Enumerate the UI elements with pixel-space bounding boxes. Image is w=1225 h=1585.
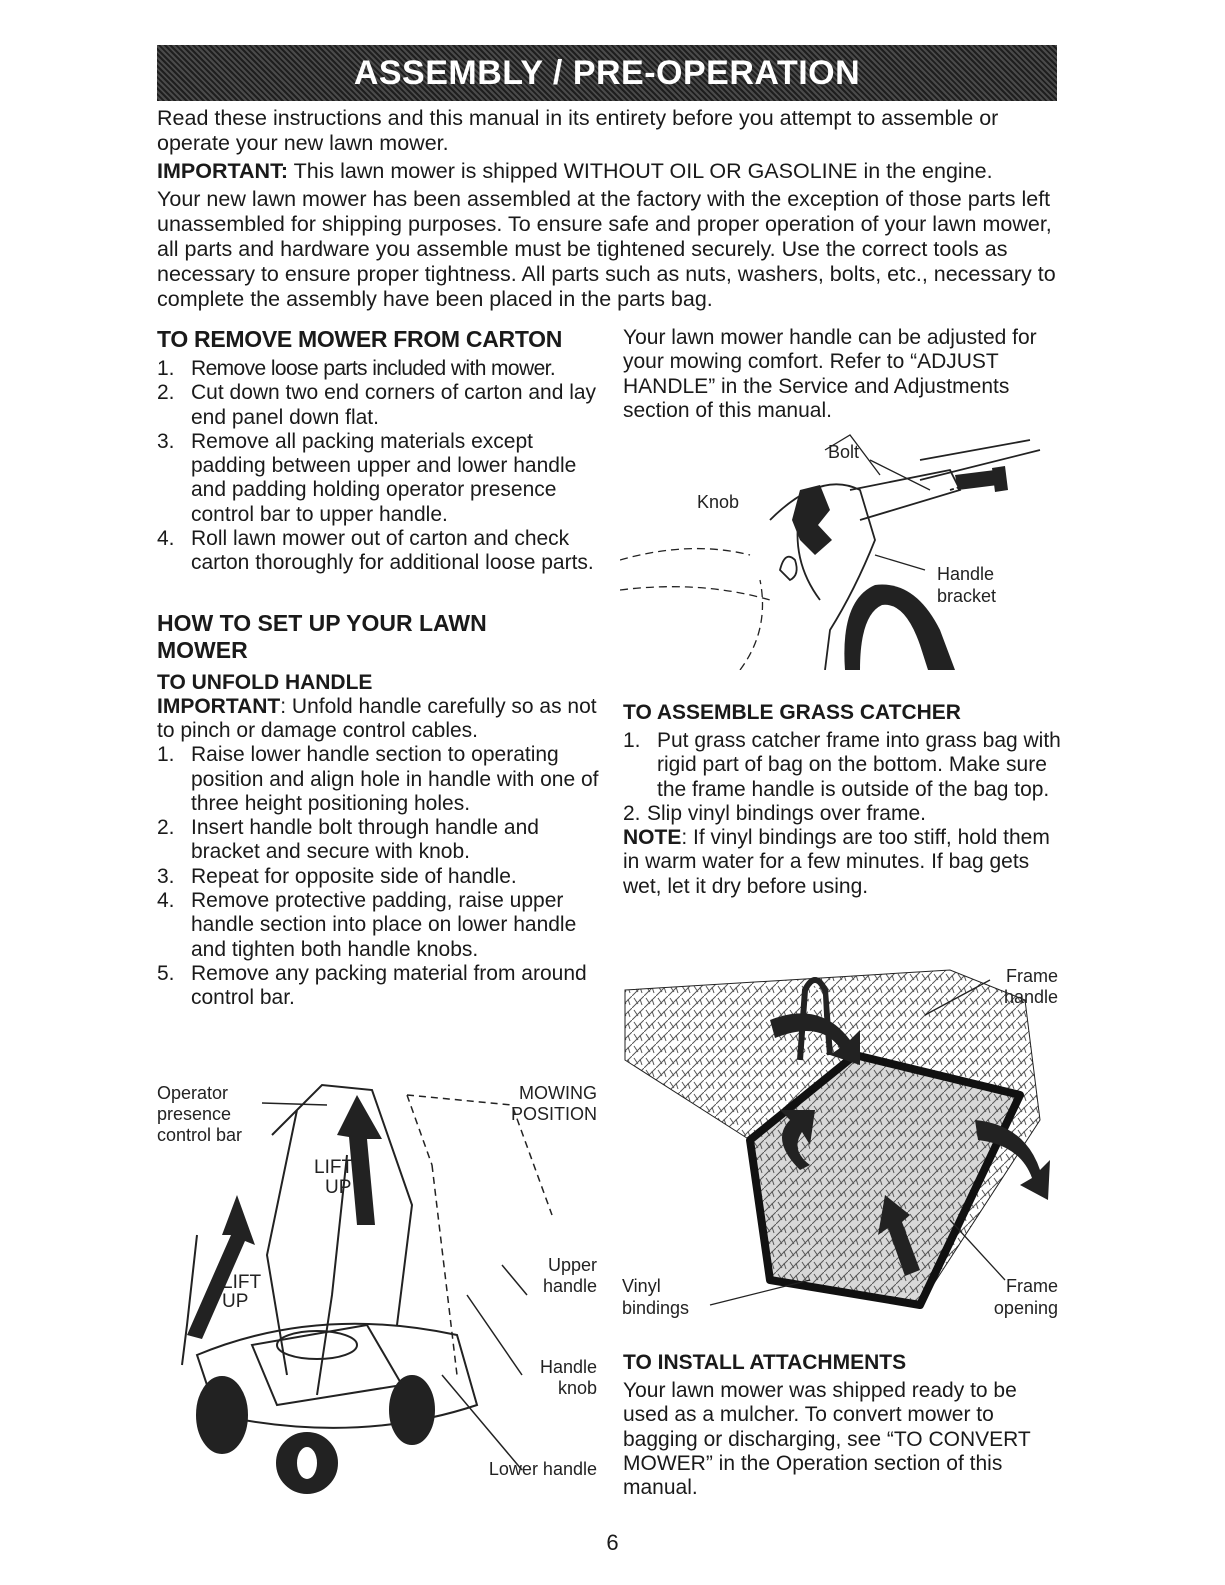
list-item: 1. Remove loose parts included with mower.: [157, 357, 556, 380]
grass-catcher-section: [623, 700, 1063, 899]
frame-handle-label-2: handle: [1003, 987, 1058, 1007]
grass-catcher-note: NOTE: If vinyl bindings are too stiff, hold them in warm water for a few minutes. If bag gets wet, let it dry before using.: [623, 826, 1050, 898]
intro-paragraph-read: Read these instructions and this manual in its entirety before you attempt to assemble or operate your new lawn mower.: [157, 106, 999, 155]
list-item: 1. Put grass catcher frame into grass bag with rigid part of bag on the bottom. Make sure the frame handle is outside of the bag top.: [623, 729, 1061, 801]
frame-handle-label-1: Frame: [1005, 966, 1058, 986]
list-item: 4. Remove protective padding, raise upper handle section into place on lower handle and tighten both handle knobs.: [157, 889, 577, 961]
grass-catcher-heading: TO ASSEMBLE GRASS CATCHER: [623, 701, 961, 724]
mowing-position-label-1: MOWING: [519, 1083, 597, 1103]
operator-label-2: presence: [157, 1104, 232, 1124]
intro-section: [157, 106, 1057, 315]
knob-label: Knob: [697, 492, 740, 512]
lower-handle-label: Lower handle: [488, 1459, 597, 1479]
intro-paragraph-important: [157, 159, 1057, 184]
grass-catcher-steps: [623, 729, 1063, 826]
bolt-label: Bolt: [828, 442, 860, 462]
section-banner: [157, 45, 1057, 101]
unfold-important: IMPORTANT: Unfold handle carefully so as not to pinch or damage control cables.: [157, 694, 597, 742]
vinyl-bindings-label-1: Vinyl: [622, 1276, 661, 1296]
mower-handle-illustration: [157, 1075, 602, 1495]
attachments-text: Your lawn mower was shipped ready to be used as a mulcher. To convert mower to bagging or discharging, see “TO CONVERT MOWER” in the Operation section of this manual.: [623, 1379, 1031, 1500]
remove-carton-steps: [157, 357, 602, 576]
banner-title: ASSEMBLY / PRE-OPERATION: [353, 53, 861, 92]
right-column: [623, 326, 1063, 423]
operator-label-1: Operator: [157, 1083, 229, 1103]
lift-up-label-lower-1: LIFT: [222, 1272, 262, 1293]
upper-handle-label-1: Upper: [547, 1255, 597, 1275]
intro-paragraph-assembly: Your new lawn mower has been assembled at the factory with the exception of those parts left unassembled for shipping purposes. To ensure safe and proper operation of your lawn mower, all parts and hardware you assemble must be tightened securely. Use the correct tools as necessary to ensure proper tightness. All parts such as nuts, washers, bolts, etc., necessary to complete the assembly have been placed in the parts bag.: [157, 187, 1056, 311]
list-item: 1. Raise lower handle section to operating position and align hole in handle with one of three height positioning holes.: [157, 743, 599, 815]
list-item: 2. Slip vinyl bindings over frame.: [623, 801, 926, 825]
frame-opening-label-2: opening: [993, 1298, 1058, 1318]
operator-label-3: control bar: [157, 1125, 243, 1145]
mowing-position-label-2: POSITION: [510, 1104, 597, 1124]
grass-catcher-illustration: [620, 960, 1060, 1325]
list-item: 2. Insert handle bolt through handle and bracket and secure with knob.: [157, 816, 539, 864]
unfold-handle-steps: [157, 743, 602, 1010]
remove-carton-heading: TO REMOVE MOWER FROM CARTON: [157, 326, 563, 352]
lift-up-label-upper-1: LIFT: [314, 1157, 354, 1178]
adjust-handle-text: Your lawn mower handle can be adjusted for your mowing comfort. Refer to “ADJUST HANDLE” in the Service and Adjustments section of this manual.: [623, 326, 1037, 422]
handle-bracket-label-1: Handle: [937, 564, 995, 584]
vinyl-bindings-label-2: bindings: [622, 1298, 690, 1318]
handle-knob-label-1: Handle: [539, 1357, 597, 1377]
frame-opening-label-1: Frame: [1005, 1276, 1058, 1296]
important-label: IMPORTANT:: [157, 159, 288, 183]
upper-handle-label-2: handle: [542, 1276, 597, 1296]
handle-bracket-label-2: bracket: [937, 586, 997, 606]
setup-heading: HOW TO SET UP YOUR LAWN MOWER: [157, 609, 487, 663]
lift-up-label-lower-2: UP: [222, 1291, 249, 1312]
attachments-section: [623, 1350, 1063, 1500]
left-column: [157, 326, 602, 1011]
unfold-handle-heading: TO UNFOLD HANDLE: [157, 670, 373, 694]
lift-arrow-lower-icon: [187, 1195, 255, 1339]
list-item: 5. Remove any packing material from around control bar.: [157, 961, 587, 1010]
handle-knob-label-2: knob: [557, 1378, 597, 1398]
list-item: 2. Cut down two end corners of carton and lay end panel down flat.: [157, 381, 597, 429]
list-item: 4. Roll lawn mower out of carton and check carton thoroughly for additional loose parts.: [157, 527, 594, 575]
attachments-heading: TO INSTALL ATTACHMENTS: [623, 1351, 907, 1374]
page-number: 6: [606, 1530, 619, 1555]
handle-bracket-illustration: [620, 430, 1060, 670]
important-text: This lawn mower is shipped WITHOUT OIL OR GASOLINE in the engine.: [287, 159, 993, 183]
list-item: 3. Remove all packing materials except padding between upper and lower handle and padding holding operator presence control bar to upper handle.: [157, 429, 577, 526]
lift-up-label-upper-2: UP: [325, 1177, 352, 1198]
list-item: 3. Repeat for opposite side of handle.: [157, 864, 517, 888]
